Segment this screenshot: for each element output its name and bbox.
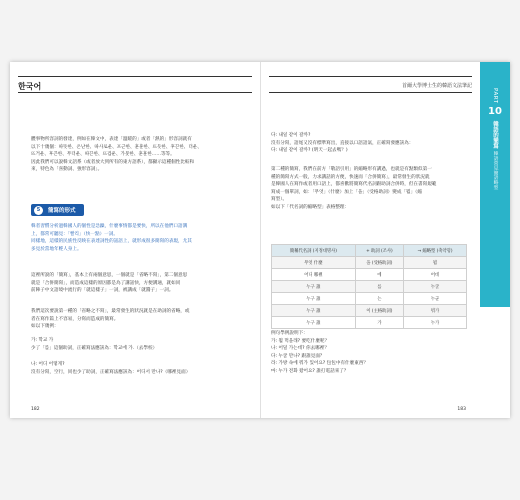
- table-cell: 어디 哪裡: [272, 269, 356, 281]
- text-line: 這裡所說的「簡寫」，基本上有兩個意思，一個就是「省略不寫」，第二個意思: [31, 273, 188, 278]
- table-header: → 縮略型 (축약형): [404, 245, 467, 257]
- text-line: 上，都常可聽見：「빨리」（快一點）一詞。: [31, 231, 118, 237]
- left-para-4: [31, 308, 249, 331]
- text-line: 다: 내일 같이 갈까?: [271, 133, 311, 138]
- table-cell: 이 (主格助詞): [355, 305, 403, 317]
- top-rule: [18, 76, 252, 77]
- right-para-2: [271, 166, 467, 212]
- text-line: 少了「를」這個助詞，正確寫法應該為：학교에 가.（去學校）: [31, 345, 158, 351]
- chapter-tab: [480, 62, 510, 307]
- text-line: 寫型）。: [271, 197, 288, 203]
- table-row: [272, 281, 467, 293]
- text-line: 가: 학교 가: [31, 338, 54, 343]
- text-line: 種的簡寫方式一般，力求講話的方便，快速而「合併簡寫」，最常發生的狀況就: [271, 174, 430, 180]
- header-rule: [269, 92, 472, 93]
- table-cell: 누구 誰: [272, 293, 356, 305]
- table-cell: 뭘: [404, 257, 467, 269]
- example-1: [31, 337, 249, 352]
- text-line: 第二種的簡寫，我們在前方「敬語引用」的縮略形有講過，也就是有點類似第一: [271, 167, 432, 172]
- top-rule: [269, 76, 472, 77]
- header-rule: [18, 92, 252, 93]
- table-cell: 누군: [404, 293, 467, 305]
- text-line: 以下十幾個：따뜻한、온난한、따사로운、포근한、훈훈한、뜨듯한、후끈한、더운、: [31, 144, 202, 150]
- right-page: [261, 62, 510, 418]
- table-cell: 누구 誰: [272, 317, 356, 329]
- right-para-1: [271, 132, 467, 155]
- text-line: 나: 어디 어떻게?: [31, 362, 65, 367]
- example-line: 라: 가방 속에 뭐가 있어요? 包包中有什麼東西？: [271, 361, 369, 367]
- tab-part-number: 10: [488, 105, 502, 117]
- book-spread: [10, 62, 510, 418]
- example-line: 나: 어딜 가는데? 你去哪裡？: [271, 346, 329, 352]
- left-header: 한국어: [18, 82, 42, 91]
- text-line: 就是「合併簡寫」，而造成這樣的原因都是為了講話快，方便溝通，就如同: [31, 280, 181, 286]
- text-line: 者在寫作篇上不容易，分寫而造成的簡寫。: [31, 316, 119, 322]
- table-row: [272, 305, 467, 317]
- example-line: 마: 누가 전화 왔어요? 誰打電話來了？: [271, 368, 349, 374]
- text-line: 韓者習慣分析過韓國人的個性是急躁，什麼事情都是要快，所以在他們口語溝: [31, 224, 188, 229]
- table-header-row: [272, 245, 467, 257]
- text-line: 다: 내일 같이 갈까? (明天一起去嗎？): [271, 148, 348, 154]
- left-para-3: [31, 272, 249, 295]
- text-line: 來，特色為「喜動詞、強形容詞」。: [31, 167, 103, 173]
- section-heading: [31, 204, 84, 216]
- text-line: 因此我們可以說韓文語系（或者放大到所有的東方語系），都顯示這種個性比較和: [31, 159, 195, 165]
- table-cell: 누굴: [404, 281, 467, 293]
- tab-title: 韓語的簡寫: [492, 120, 498, 149]
- table-cell: 을 (受格助詞): [355, 257, 403, 269]
- section-title: 簡寫的形式: [48, 208, 76, 214]
- table-header: 簡稱代名詞 (지정대명사): [272, 245, 356, 257]
- examples-block: [271, 330, 467, 376]
- text-line: 同樣地，這樣的民族性反映在表達詞性的話語上，就形成很多簡寫的表現，尤其: [31, 239, 192, 245]
- text-line: 沒有分寫，語尾又沒有標準寫出，直接以口語語氣，正確寫發應該為：: [271, 140, 414, 146]
- table-row: [272, 269, 467, 281]
- examples-title: 例句學例說明下：: [271, 331, 308, 336]
- table-row: [272, 293, 467, 305]
- text-line: 我們這次要說第一種的「省略之不寫」，最常發生的狀況就是在助詞的省略，或: [31, 309, 190, 314]
- text-line: 沒有分寫，空行，同也少了助詞，正確寫法應該為：어디서 만나?（哪裡見面）: [31, 369, 191, 375]
- table-cell: 뭐가: [404, 305, 467, 317]
- table-row: [272, 257, 467, 269]
- table-cell: 에: [355, 269, 403, 281]
- table-cell: 는: [355, 293, 403, 305]
- text-line: 是韓國人在寫作或者用口語上，都喜歡將簡寫代名詞跟助詞合併時，但在書寫規範: [271, 182, 437, 188]
- table-row: [272, 317, 467, 329]
- text-line: 前陣子中文語境中流行的「就這樣子」一詞，被講成「就醬子」一詞。: [31, 288, 174, 294]
- example-line: 다: 누굴 만나? 跟誰見面？: [271, 353, 325, 359]
- table-cell: 무엇 什麼: [272, 257, 356, 269]
- left-page: [10, 62, 260, 418]
- text-line: 體事物所容詞的發達，例如在韓文中，表達「溫暖的」或者「熱的」形容詞就有: [31, 137, 192, 142]
- table-cell: 어데: [404, 269, 467, 281]
- left-para-1: [31, 136, 249, 174]
- text-line: 多見於當地年輕人身上。: [31, 246, 82, 252]
- text-line: 寫成一個單詞，如：「무엇」（什麼）加上「을」（受格助詞）變成「뭘」（縮: [271, 189, 422, 195]
- table-cell: 를: [355, 281, 403, 293]
- text-line: 如以下「代名詞的縮略型」表格整理：: [271, 204, 350, 210]
- table-cell: 누구 誰: [272, 305, 356, 317]
- table-cell: 누구 誰: [272, 281, 356, 293]
- right-header: 首爾大學博士生的韓語文法筆記: [401, 83, 472, 89]
- text-line: 如以下幾例：: [31, 324, 59, 330]
- example-line: 가: 뭘 먹을래? 要吃什麼呢？: [271, 338, 330, 344]
- contraction-table: [271, 244, 467, 329]
- left-page-number: 182: [31, 407, 40, 412]
- text-line: 뜨거운、후끈한、무더운、따끈한、뜨겁운、가뭇한、훈훈한……等等。: [31, 152, 175, 158]
- highlight-para: [31, 223, 249, 253]
- section-number: 5: [34, 206, 43, 215]
- table-cell: 가: [355, 317, 403, 329]
- right-page-number: 183: [457, 407, 466, 412]
- tab-part-label: PART: [492, 88, 498, 104]
- table-header: + 助詞 (조사): [355, 245, 403, 257]
- table-cell: 누가: [404, 317, 467, 329]
- tab-subtitle: 韓語常見簡語略型: [492, 151, 498, 190]
- example-2: [31, 361, 249, 376]
